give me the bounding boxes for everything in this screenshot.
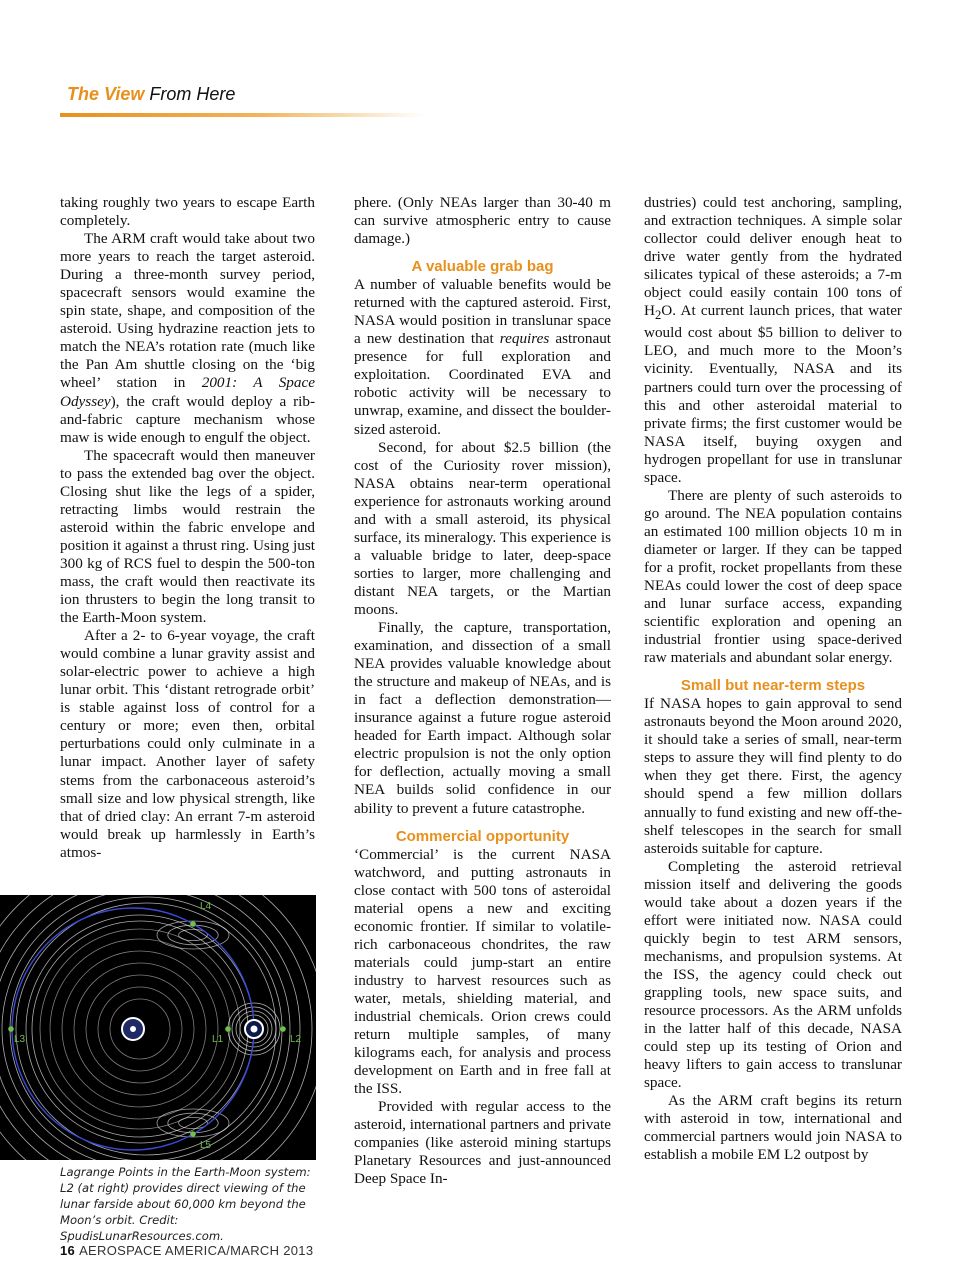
col2-paragraph-4: Finally, the capture, transportation, examination, and dissection of a small NEA provides valuable knowledge about the structure and makeup of NEAs, and is in fact a deflection demonstration—insurance against a future rogue asteroid headed for Earth impact. Although solar electric propulsion is not the only option for deflection, actually moving a small NEA builds solid confidence in our ability to prevent a future catastrophe. bbox=[354, 619, 611, 817]
col1-p2-end: ), the craft would deploy a rib-and-fabric capture mechanism whose maw is wide enough to engulf the object. bbox=[60, 392, 315, 446]
col2-p2a: A number of valuable benefits would be returned with the captured asteroid. First, NASA would position in translunar space a new destination that bbox=[354, 276, 611, 348]
lagrange-point-l1 bbox=[225, 1026, 231, 1032]
column-3 bbox=[644, 194, 902, 1164]
lagrange-point-l4 bbox=[190, 921, 196, 927]
subhead-valuable-grab-bag: A valuable grab bag bbox=[411, 258, 554, 276]
header-rule bbox=[60, 113, 425, 117]
col3-paragraph-2: There are plenty of such asteroids to go around. The NEA population contains an estimated 100 million objects 10 m in diameter or larger. If they can be tapped for a profit, rocket propellants from these NEAs could lower the cost of deep space and lunar surface access, expanding scientific exploration and opening an industrial frontier using space-derived raw materials and abundant solar energy. bbox=[644, 486, 902, 667]
col3-p1b: O. At current launch prices, that water would cost about $5 billion to deliver to LEO, and much more to the Moon’s vicinity. Eventually, NASA and its partners could turn over the processing of this and other asteroidal material to private firms; the first customer would be NASA itself, buying oxygen and hydrogen propellant for use in translunar space. bbox=[644, 302, 902, 486]
col3-p1a: dustries) could test anchoring, sampling, and extraction techniques. A simple solar collector could deliver enough heat to drive water gently from the hydrated silicates typical of these asteroids; a 7-m object could easily contain 100 tons of H bbox=[644, 194, 902, 320]
col1-paragraph-3: The spacecraft would then maneuver to pass the extended bag over the object. Closing shut like the legs of a spider, retracting limbs would restrain the asteroid within the fabric envelope and position it against a thrust ring. Using just 300 kg of RCS fuel to despin the 500-ton mass, the craft would then reactivate its ion thrusters to begin the long transit to the Earth-Moon system. bbox=[60, 446, 315, 627]
lagrange-points-figure bbox=[0, 895, 316, 1160]
col3-paragraph-1 bbox=[644, 194, 902, 487]
section-header-accent: The View bbox=[67, 84, 145, 104]
col2-paragraph-1: phere. (Only NEAs larger than 30-40 m can survive atmospheric entry to cause damage.) bbox=[354, 194, 611, 248]
col3-paragraph-3: If NASA hopes to gain approval to send astronauts beyond the Moon around 2020, it should take a series of small, near-term steps to assure they will find plenty to do when they get there. First, the agency should spend a few million dollars annually to fund existing and new off-the-shelf telescopes in the search for small asteroids suitable for capture. bbox=[644, 695, 902, 857]
col2-paragraph-6: Provided with regular access to the asteroid, international partners and private companies (like asteroid mining startups Planetary Resources and just-announced Deep Space In- bbox=[354, 1098, 611, 1188]
publication-line: AEROSPACE AMERICA/MARCH 2013 bbox=[79, 1243, 314, 1258]
label-l4: L4 bbox=[200, 901, 212, 912]
subhead-small-but-near-term-steps: Small but near-term steps bbox=[680, 677, 866, 695]
col2-paragraph-3: Second, for about $2.5 billion (the cost of the Curiosity rover mission), NASA obtains near-term operational experience for astronauts working around and with a small asteroid, its physical surface, its mineralogy. This experience is a valuable bridge to later, deep-space sorties to larger, more challenging and distant NEA targets, or the Martian moons. bbox=[354, 438, 611, 618]
column-1 bbox=[60, 194, 315, 862]
lagrange-diagram bbox=[0, 895, 316, 1160]
lagrange-point-l5 bbox=[190, 1131, 196, 1137]
figure-caption: Lagrange Points in the Earth-Moon system: L2 (at right) provides direct viewing of the lunar farside about 60,000 km beyond the Moon’s orbit. Credit: SpudisLunarResources.com. bbox=[60, 1165, 311, 1243]
moon-center bbox=[251, 1026, 258, 1033]
col3-p1-subscript: 2 bbox=[654, 308, 662, 323]
section-header bbox=[67, 84, 235, 105]
earth-center bbox=[130, 1026, 136, 1032]
column-2 bbox=[354, 194, 611, 1188]
col2-p2-emphasis: requires bbox=[499, 330, 550, 348]
film-title: 2001: A Space Odyssey bbox=[60, 374, 315, 410]
subhead-commercial-opportunity: Commercial opportunity bbox=[395, 827, 570, 845]
col2-paragraph-5: ‘Commercial’ is the current NASA watchword, and putting astronauts in close contact with 500 tons of asteroidal material opens a new and exciting economic frontier. If similar to volatile-rich carbonaceous chondrites, the raw materials could jump-start an entire industry to harvest resources such as water, metals, shielding material, and industrial chemicals. Orion crews could return multiple samples, of many kilograms each, for analysis and process development on Earth and in free fall at the ISS. bbox=[354, 845, 611, 1098]
col1-paragraph-4: After a 2- to 6-year voyage, the craft would combine a lunar gravity assist and solar-electric power to achieve a high lunar orbit. This ‘distant retrograde orbit’ is stable against loss of control for a century or more; even then, orbital perturbations could only culminate in a lunar impact. Another layer of safety stems from the carbonaceous asteroid’s small size and low physical strength, like that of dried clay: An errant 7-m asteroid would break up harmlessly in Earth’s atmos- bbox=[60, 627, 315, 861]
label-l5: L5 bbox=[200, 1140, 212, 1151]
col3-paragraph-5: As the ARM craft begins its return with asteroid in tow, international and commercial partners would join NASA to establish a mobile EM L2 outpost by bbox=[644, 1092, 902, 1164]
col3-paragraph-4: Completing the asteroid retrieval mission itself and delivering the goods would take about a dozen years if the effort were initiated now. NASA could quickly begin to test ARM sensors, mechanisms, and propulsion systems. At the ISS, the agency could check out grappling tools, new space suits, and resource processors. As the ARM unfolds in the latter half of this decade, NASA could step up its testing of Orion and heavy lifters to gain access to translunar space. bbox=[644, 857, 902, 1092]
col1-p2-text: The ARM craft would take about two more years to reach the target asteroid. During a three-month survey period, spacecraft sensors would examine the spin state, shape, and composition of the asteroid. Using hydrazine reaction jets to match the NEA’s rotation rate (much like the Pan Am shuttle closing on the ‘big wheel’ station in bbox=[60, 230, 315, 392]
page-footer bbox=[60, 1243, 313, 1258]
col1-paragraph-2 bbox=[60, 230, 315, 447]
section-header-rest: From Here bbox=[144, 84, 236, 104]
col2-p2b: astronaut presence for full exploration and exploitation. Coordinated EVA and robotic activity will be necessary to unwrap, examine, and dissect the boulder-sized asteroid. bbox=[354, 330, 612, 438]
lagrange-point-l2 bbox=[280, 1026, 286, 1032]
label-l1: L1 bbox=[212, 1034, 224, 1045]
col1-paragraph-1: taking roughly two years to escape Earth completely. bbox=[60, 194, 315, 230]
label-l3: L3 bbox=[14, 1034, 26, 1045]
label-l2: L2 bbox=[290, 1034, 302, 1045]
col2-paragraph-2 bbox=[354, 276, 611, 438]
lagrange-point-l3 bbox=[8, 1026, 14, 1032]
page-number: 16 bbox=[60, 1243, 76, 1258]
